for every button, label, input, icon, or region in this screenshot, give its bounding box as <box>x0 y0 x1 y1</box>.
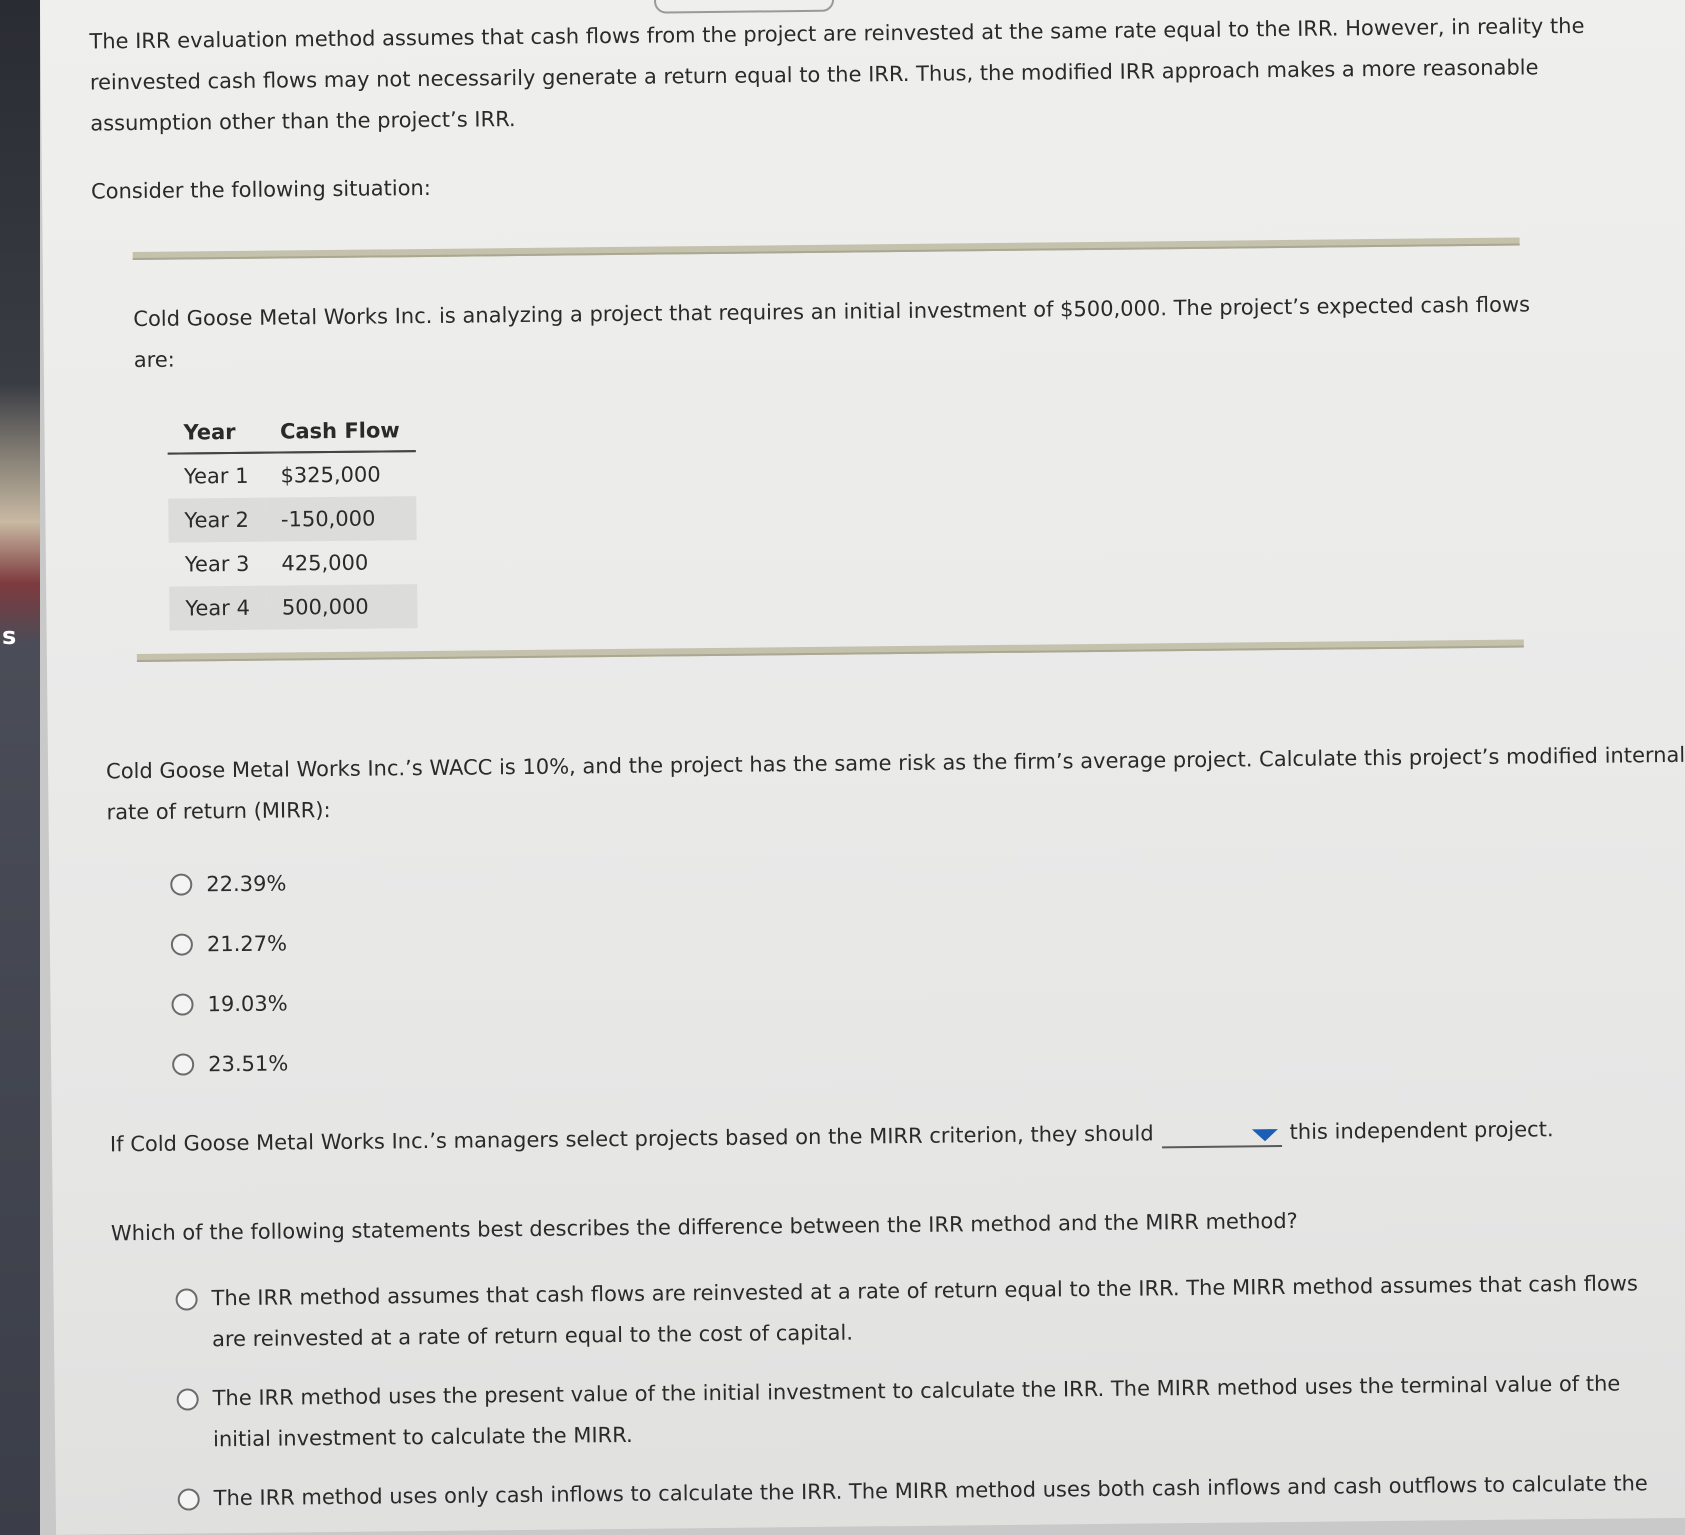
table-header-row <box>167 410 416 454</box>
column-header-cash-flow: Cash Flow <box>264 410 416 453</box>
decision-text-after: this independent project. <box>1289 1117 1554 1144</box>
triangle-down-icon[interactable] <box>1252 1129 1278 1141</box>
table-row <box>168 451 417 499</box>
comparison-question: Which of the following statements best describes the difference between the IRR method and the MIRR method? <box>110 1208 1298 1246</box>
cash-flow-cell: 425,000 <box>281 550 369 576</box>
radio-empty-icon[interactable] <box>171 933 193 955</box>
intro-paragraph: The IRR evaluation method assumes that cash flows from the project are reinvested at the same rate equal to the IRR. However, in reality the reinvested cash flows may not necessarily generate a return equal to the IRR. Thus, the modified IRR approach makes a more reasonable assumption other than the project’s IRR. <box>89 13 1585 136</box>
mirr-question: Cold Goose Metal Works Inc.’s WACC is 10%, and the project has the same risk as the firm’s average project. Calculate this project’s modified internal rate of return (MIRR): <box>105 742 1685 825</box>
statement-label: The IRR method uses the present value of the initial investment to calculate the IRR. The MIRR method uses the terminal value of the initial investment to calculate the MIRR. <box>212 1371 1621 1452</box>
radio-empty-icon[interactable] <box>177 1388 199 1410</box>
radio-empty-icon[interactable] <box>178 1488 200 1510</box>
edge-letter: s <box>2 622 17 650</box>
statement-label: The IRR method assumes that cash flows are reinvested at a rate of return equal to the IRR. The MIRR method assumes that cash flows are reinvested at a rate of return equal to the cost of capital. <box>211 1271 1638 1352</box>
year-cell: Year 4 <box>169 586 266 631</box>
decision-sentence <box>110 1108 1685 1166</box>
table-row <box>169 540 418 587</box>
mirr-option-label: 19.03% <box>207 991 288 1017</box>
year-cell: Year 3 <box>184 551 250 577</box>
table-row <box>168 496 417 543</box>
column-header-year: Year <box>167 412 264 454</box>
consider-label: Consider the following situation: <box>90 175 431 204</box>
statement-option-1[interactable] <box>175 1263 1656 1360</box>
mirr-option-1[interactable] <box>170 871 286 896</box>
mirr-option-label: 23.51% <box>208 1051 289 1077</box>
mirr-option-3[interactable] <box>171 991 287 1016</box>
decision-dropdown[interactable] <box>1161 1119 1281 1148</box>
decision-text-before: If Cold Goose Metal Works Inc.’s managers select projects based on the MIRR criterion, they should <box>109 1121 1154 1157</box>
cash-flow-cell: $325,000 <box>280 462 381 488</box>
mirr-option-label: 22.39% <box>206 871 287 897</box>
section-divider-top <box>133 238 1520 261</box>
mirr-option-4[interactable] <box>172 1051 288 1076</box>
cash-flow-cell: -150,000 <box>265 496 417 542</box>
top-tab-outline <box>654 0 834 14</box>
radio-empty-icon[interactable] <box>172 1053 194 1075</box>
cash-flow-table <box>167 410 417 631</box>
cash-flow-cell: 500,000 <box>266 584 418 630</box>
case-paragraph: Cold Goose Metal Works Inc. is analyzing a project that requires an initial investment of $500,000. The project’s expected cash flows are: <box>133 292 1531 373</box>
mirr-option-label: 21.27% <box>206 931 288 957</box>
table-row <box>169 584 418 631</box>
section-divider-bottom <box>137 639 1524 662</box>
statement-option-3[interactable] <box>177 1463 1657 1519</box>
statement-label: The IRR method uses only cash inflows to calculate the IRR. The MIRR method uses both cash inflows and cash outflows to calculate the <box>213 1471 1648 1511</box>
year-cell: Year 1 <box>183 463 249 489</box>
statement-option-2[interactable] <box>176 1363 1657 1460</box>
mirr-option-2[interactable] <box>171 931 287 956</box>
year-cell: Year 2 <box>168 498 265 543</box>
question-panel <box>40 0 1685 1535</box>
radio-empty-icon[interactable] <box>176 1288 198 1310</box>
radio-empty-icon[interactable] <box>171 993 193 1015</box>
radio-empty-icon[interactable] <box>170 873 192 895</box>
background-left-edge <box>0 0 40 1535</box>
